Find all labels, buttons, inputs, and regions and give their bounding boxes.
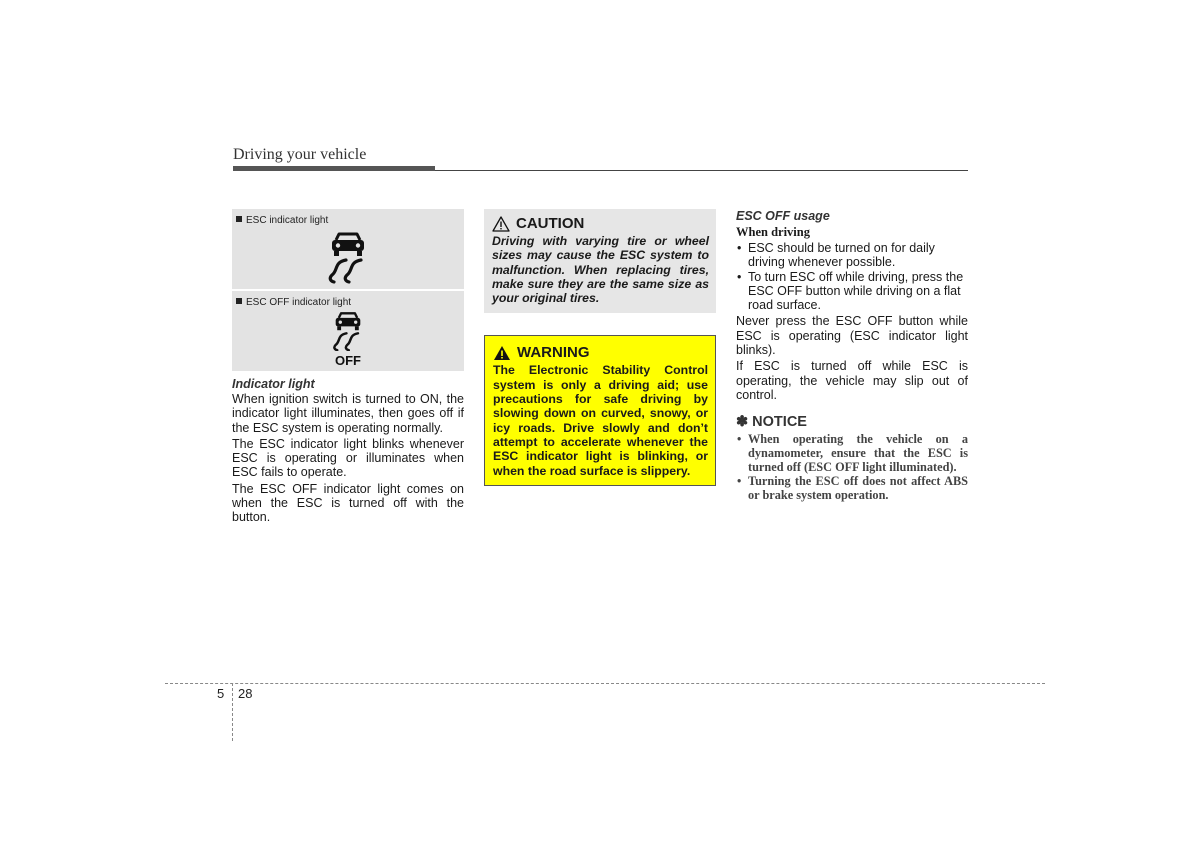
caution-title: CAUTION — [516, 215, 585, 232]
right-column — [736, 209, 968, 502]
square-bullet-icon — [236, 216, 242, 222]
bullet-list — [736, 241, 968, 312]
esc-off-skid-car-icon — [331, 311, 365, 351]
panel-label: ESC indicator light — [246, 215, 329, 226]
esc-off-indicator-panel — [232, 291, 464, 371]
when-driving-heading: When driving — [736, 225, 810, 239]
footer-vertical-dashed-rule — [232, 683, 233, 741]
warning-triangle-icon — [493, 345, 511, 361]
paragraph: The ESC indicator light blinks whenever ESC is operating or illuminates when ESC fails to operate. — [232, 436, 464, 480]
list-item: • ESC should be turned on for daily driving whenever possible. — [736, 241, 968, 270]
esc-off-usage-subhead: ESC OFF usage — [736, 209, 830, 223]
notice-title: ✽ NOTICE — [736, 414, 807, 431]
esc-off-icon-text: OFF — [335, 353, 361, 368]
warning-box — [484, 335, 716, 485]
esc-skid-car-icon — [326, 231, 370, 287]
caution-text: Driving with varying tire or wheel sizes may cause the ESC system to malfunction. When replacing tires, make sure they are the same size as your original tires. — [492, 234, 709, 306]
paragraph: The ESC OFF indicator light comes on when the ESC is turned off with the button. — [232, 481, 464, 525]
square-bullet-icon — [236, 298, 242, 304]
paragraph: If ESC is turned off while ESC is operating, the vehicle may slip out of control. — [736, 359, 968, 402]
footer-dashed-rule — [165, 683, 1045, 684]
middle-column — [484, 209, 716, 486]
notice-list — [736, 432, 968, 502]
page-section-number: 5 — [217, 686, 225, 701]
paragraph: Never press the ESC OFF button while ESC is operating (ESC indicator light blinks). — [736, 314, 968, 358]
indicator-light-subhead: Indicator light — [232, 377, 315, 391]
list-item: • To turn ESC off while driving, press the ESC OFF button while driving on a flat road surface. — [736, 270, 968, 313]
esc-indicator-panel — [232, 209, 464, 289]
list-item: • Turning the ESC off does not affect ABS or brake system operation. — [736, 474, 968, 502]
paragraph: When ignition switch is turned to ON, the indicator light illuminates, then goes off if the ESC system is operating normally. — [232, 392, 464, 435]
warning-text: The Electronic Stability Control system is only a driving aid; use precautions for safe driving by slowing down on curved, snowy, or icy roads. Drive slowly and don’t attempt to accelerate whenever the ESC indicator light is blinking, or when the road surface is slippery. — [493, 363, 708, 478]
left-column — [232, 209, 464, 527]
list-item: • When operating the vehicle on a dynamometer, ensure that the ESC is turned off (ESC OFF light illuminated). — [736, 432, 968, 474]
panel-label: ESC OFF indicator light — [246, 297, 352, 308]
warning-title: WARNING — [517, 344, 590, 362]
header-rule-thick — [233, 166, 435, 171]
page-number: 28 — [238, 686, 253, 701]
header-rule-thin — [435, 170, 968, 171]
caution-triangle-icon — [492, 216, 510, 232]
page-header-title: Driving your vehicle — [233, 146, 367, 163]
caution-box — [484, 209, 716, 313]
